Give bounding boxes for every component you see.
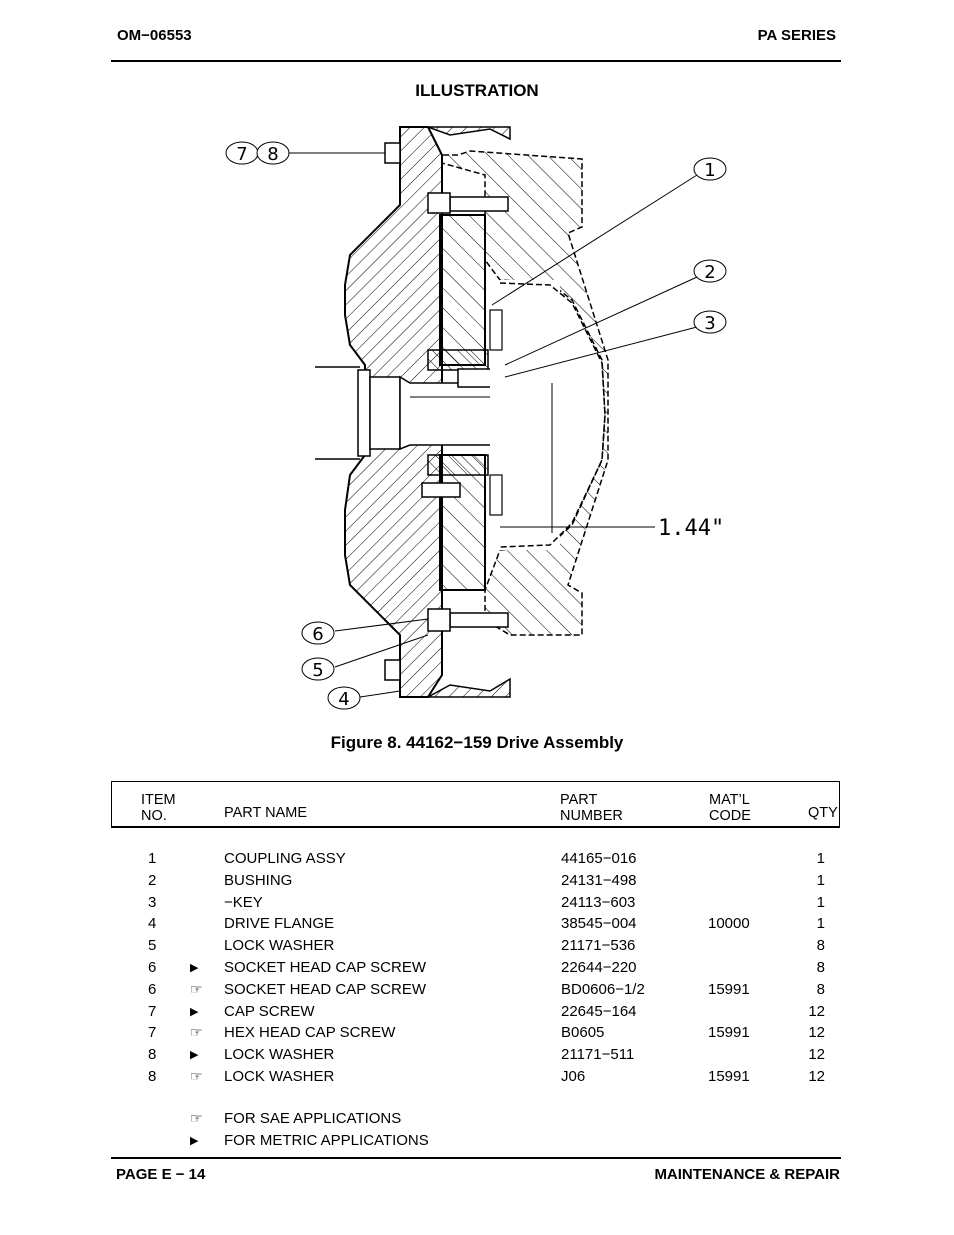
bushing-shape: [440, 215, 485, 365]
part-name: BUSHING: [224, 871, 293, 889]
item-no: 6: [148, 959, 157, 976]
callout-5: [302, 658, 334, 681]
part-number: 24131−498: [561, 871, 637, 889]
pointing-hand-icon: ☞: [190, 1110, 203, 1126]
section-title: ILLUSTRATION: [415, 81, 539, 100]
callout-4: [328, 687, 360, 710]
table-row: [111, 981, 841, 1003]
quantity: 8: [816, 980, 825, 998]
drive-assembly-drawing: [210, 115, 740, 715]
svg-text:6: 6: [312, 624, 324, 645]
svg-text:7: 7: [236, 144, 248, 165]
callout-8: [257, 142, 289, 165]
header-part-name: PART NAME: [224, 805, 307, 821]
quantity: 1: [816, 915, 825, 933]
callout-2: [694, 260, 726, 283]
metric-bullet-icon: ▶: [190, 962, 199, 974]
metric-bullet-icon: ▶: [190, 1049, 199, 1062]
header-rule: [111, 60, 841, 62]
part-name: LOCK WASHER: [224, 1046, 335, 1064]
part-name: LOCK WASHER: [224, 937, 335, 955]
table-row: [111, 1068, 841, 1090]
svg-text:4: 4: [338, 689, 350, 710]
quantity: 1: [816, 871, 825, 889]
part-number: 38545−004: [561, 915, 637, 933]
page-number: PAGE E − 14: [116, 1166, 206, 1183]
material-code: 15991: [708, 980, 750, 998]
part-number: 21171−511: [561, 1046, 635, 1064]
quantity: 12: [808, 1024, 825, 1042]
quantity: 12: [808, 1068, 825, 1085]
item-no: 8: [148, 1068, 157, 1085]
part-name: SOCKET HEAD CAP SCREW: [224, 980, 426, 998]
pointing-hand-icon: ☞: [190, 980, 203, 997]
svg-text:1: 1: [704, 160, 716, 181]
header-part-number: PART NUMBER: [560, 792, 623, 824]
part-number: BD0606−1/2: [561, 980, 645, 998]
table-row: [111, 1046, 841, 1068]
item-no: 1: [148, 850, 157, 867]
socket-head-screw-shape: [428, 609, 450, 631]
header-qty: QTY: [808, 805, 838, 821]
document-number: OM−06553: [117, 27, 192, 44]
dimension-label: 1.44": [658, 516, 725, 541]
header-material-code: MAT’L CODE: [709, 792, 751, 824]
callout-6: [302, 622, 334, 645]
svg-text:8: 8: [267, 144, 279, 165]
item-no: 7: [148, 1024, 157, 1042]
table-row: [111, 959, 841, 981]
quantity: 1: [816, 850, 825, 867]
table-row: [111, 937, 841, 959]
part-number: 44165−016: [561, 850, 637, 867]
callout-3: [694, 311, 726, 334]
pointing-hand-icon: ☞: [190, 1068, 203, 1084]
part-number: B0605: [561, 1024, 605, 1042]
material-code: 15991: [708, 1024, 750, 1042]
metric-bullet-icon: ▶: [190, 1135, 199, 1147]
footer-rule: [111, 1157, 841, 1159]
legend-metric-text: FOR METRIC APPLICATIONS: [224, 1132, 429, 1149]
quantity: 8: [816, 959, 825, 976]
part-name: DRIVE FLANGE: [224, 915, 335, 933]
series-label: PA SERIES: [757, 27, 836, 44]
part-number: 21171−536: [561, 937, 636, 955]
legend-sae: [111, 1110, 841, 1132]
svg-text:2: 2: [704, 262, 716, 283]
part-number: 22644−220: [561, 959, 637, 976]
quantity: 8: [816, 937, 825, 955]
table-row: [111, 915, 841, 937]
table-row: [111, 1024, 841, 1046]
figure-caption: Figure 8. 44162−159 Drive Assembly: [330, 733, 624, 752]
item-no: 7: [148, 1002, 157, 1020]
part-name: COUPLING ASSY: [224, 850, 346, 867]
item-no: 6: [148, 980, 157, 998]
svg-text:5: 5: [312, 660, 324, 681]
part-name: HEX HEAD CAP SCREW: [224, 1024, 396, 1042]
svg-text:3: 3: [704, 313, 716, 334]
part-name: CAP SCREW: [224, 1002, 315, 1020]
table-row: [111, 850, 841, 872]
table-row: [111, 894, 841, 916]
header-item-no: ITEM NO.: [141, 792, 176, 824]
material-code: 15991: [708, 1068, 750, 1085]
part-name: SOCKET HEAD CAP SCREW: [224, 959, 426, 976]
part-number: J06: [561, 1068, 586, 1085]
part-number: 22645−164: [561, 1002, 637, 1020]
item-no: 2: [148, 871, 157, 889]
metric-bullet-icon: ▶: [190, 1005, 199, 1018]
material-code: 10000: [708, 915, 750, 933]
quantity: 1: [816, 893, 825, 911]
table-row: [111, 1003, 841, 1025]
item-no: 8: [148, 1046, 157, 1064]
callout-7: [226, 142, 258, 165]
quantity: 12: [808, 1046, 825, 1064]
quantity: 12: [808, 1002, 825, 1020]
section-name: MAINTENANCE & REPAIR: [654, 1166, 840, 1183]
part-name: LOCK WASHER: [224, 1068, 335, 1085]
table-row: [111, 872, 841, 894]
callout-1: [694, 158, 726, 181]
pointing-hand-icon: ☞: [190, 1024, 203, 1041]
item-no: 5: [148, 937, 157, 955]
part-name: −KEY: [224, 893, 263, 911]
legend-sae-text: FOR SAE APPLICATIONS: [224, 1110, 402, 1127]
item-no: 4: [148, 915, 157, 933]
part-number: 24113−603: [561, 893, 636, 911]
legend-metric: [111, 1132, 841, 1154]
item-no: 3: [148, 893, 157, 911]
